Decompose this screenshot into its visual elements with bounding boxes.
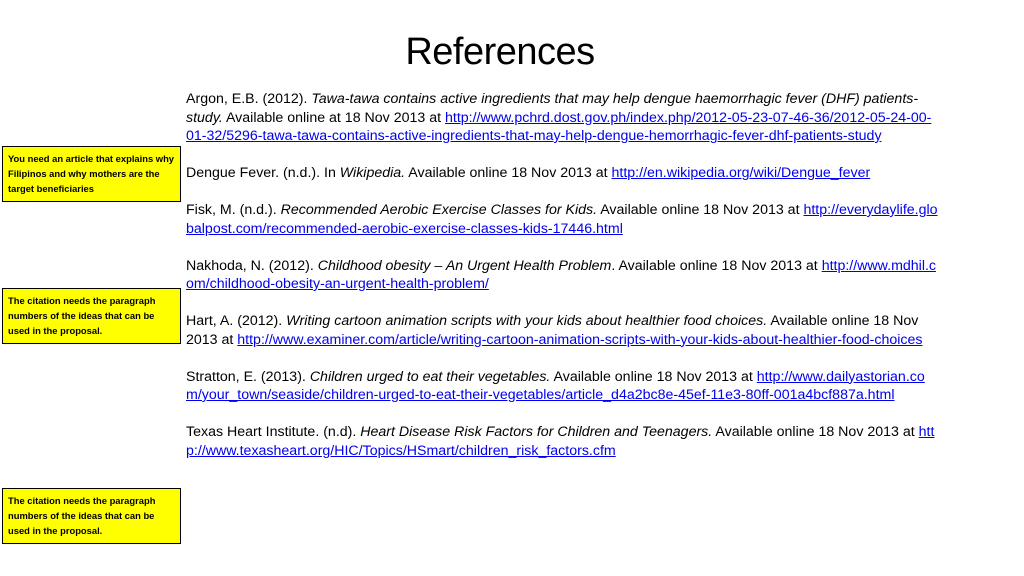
- reference-entry: [186, 201, 938, 238]
- reference-author: Texas Heart Institute. (n.d).: [186, 424, 361, 440]
- reference-work-title: Heart Disease Risk Factors for Children and Teenagers.: [360, 424, 713, 440]
- reference-link[interactable]: http://en.wikipedia.org/wiki/Dengue_fever: [611, 165, 871, 181]
- reference-work-title: Tawa-tawa contains active ingredients that may help dengue haemorrhagic fever (DHF) patients-study.: [186, 91, 919, 126]
- reference-entry: [186, 312, 938, 349]
- reference-author: Stratton, E. (2013).: [186, 368, 310, 385]
- reference-list: [186, 90, 938, 479]
- reference-link[interactable]: http://everydaylife.globalpost.com/recommended-aerobic-exercise-classes-kids-17446.html: [186, 202, 938, 237]
- reference-entry: [186, 164, 938, 183]
- reference-author: Fisk, M. (n.d.).: [186, 202, 281, 218]
- reference-link[interactable]: http://www.pchrd.dost.gov.ph/index.php/2012-05-23-07-46-36/2012-05-24-00-01-32/5296-tawa-tawa-contains-active-ingredients-that-may-help-dengue-hemorrhagic-fever-dhf-patients-study: [186, 109, 932, 144]
- reference-work-title: Children urged to eat their vegetables.: [309, 368, 551, 385]
- comment-note: The citation needs the paragraph numbers of the ideas that can be used in the proposal.: [2, 288, 181, 344]
- reference-access: Available online at 18 Nov 2013 at: [222, 109, 445, 126]
- reference-access: Available online 18 Nov 2013 at: [712, 424, 919, 440]
- reference-entry: [186, 368, 938, 405]
- reference-author: Dengue Fever. (n.d.). In: [186, 165, 340, 181]
- reference-entry: [186, 257, 938, 294]
- reference-author: Nakhoda, N. (2012).: [186, 257, 318, 274]
- reference-link[interactable]: http://www.mdhil.com/childhood-obesity-an-urgent-health-problem/: [186, 257, 937, 292]
- reference-entry: [186, 423, 938, 460]
- reference-link[interactable]: http://www.examiner.com/article/writing-cartoon-animation-scripts-with-your-kids-about-healthier-food-choices: [237, 331, 923, 348]
- reference-work-title: Wikipedia.: [339, 165, 406, 181]
- reference-work-title: Childhood obesity – An Urgent Health Problem: [317, 257, 612, 274]
- reference-work-title: Writing cartoon animation scripts with your kids about healthier food choices.: [286, 313, 768, 329]
- reference-entry: [186, 90, 938, 146]
- reference-link[interactable]: http://www.dailyastorian.com/your_town/seaside/children-urged-to-eat-their-vegetables/article_d4a2bc8e-45ef-11e3-80ff-001a4bcf887a.html: [186, 368, 925, 403]
- reference-access: Available online 18 Nov 2013 at: [550, 368, 757, 385]
- reference-access: Available online 18 Nov 2013 at: [405, 165, 612, 181]
- reference-author: Hart, A. (2012).: [186, 313, 287, 329]
- comment-note: You need an article that explains why Filipinos and why mothers are the target beneficiaries: [2, 146, 181, 202]
- reference-work-title: Recommended Aerobic Exercise Classes for Kids.: [280, 202, 598, 218]
- reference-access: Available online 18 Nov 2013 at: [186, 313, 919, 348]
- comment-note: The citation needs the paragraph numbers of the ideas that can be used in the proposal.: [2, 488, 181, 544]
- page-title: References: [405, 31, 595, 73]
- reference-access: . Available online 18 Nov 2013 at: [611, 257, 822, 274]
- reference-author: Argon, E.B. (2012).: [186, 91, 312, 107]
- reference-access: Available online 18 Nov 2013 at: [597, 202, 804, 218]
- reference-link[interactable]: http://www.texasheart.org/HIC/Topics/HSmart/children_risk_factors.cfm: [186, 424, 935, 459]
